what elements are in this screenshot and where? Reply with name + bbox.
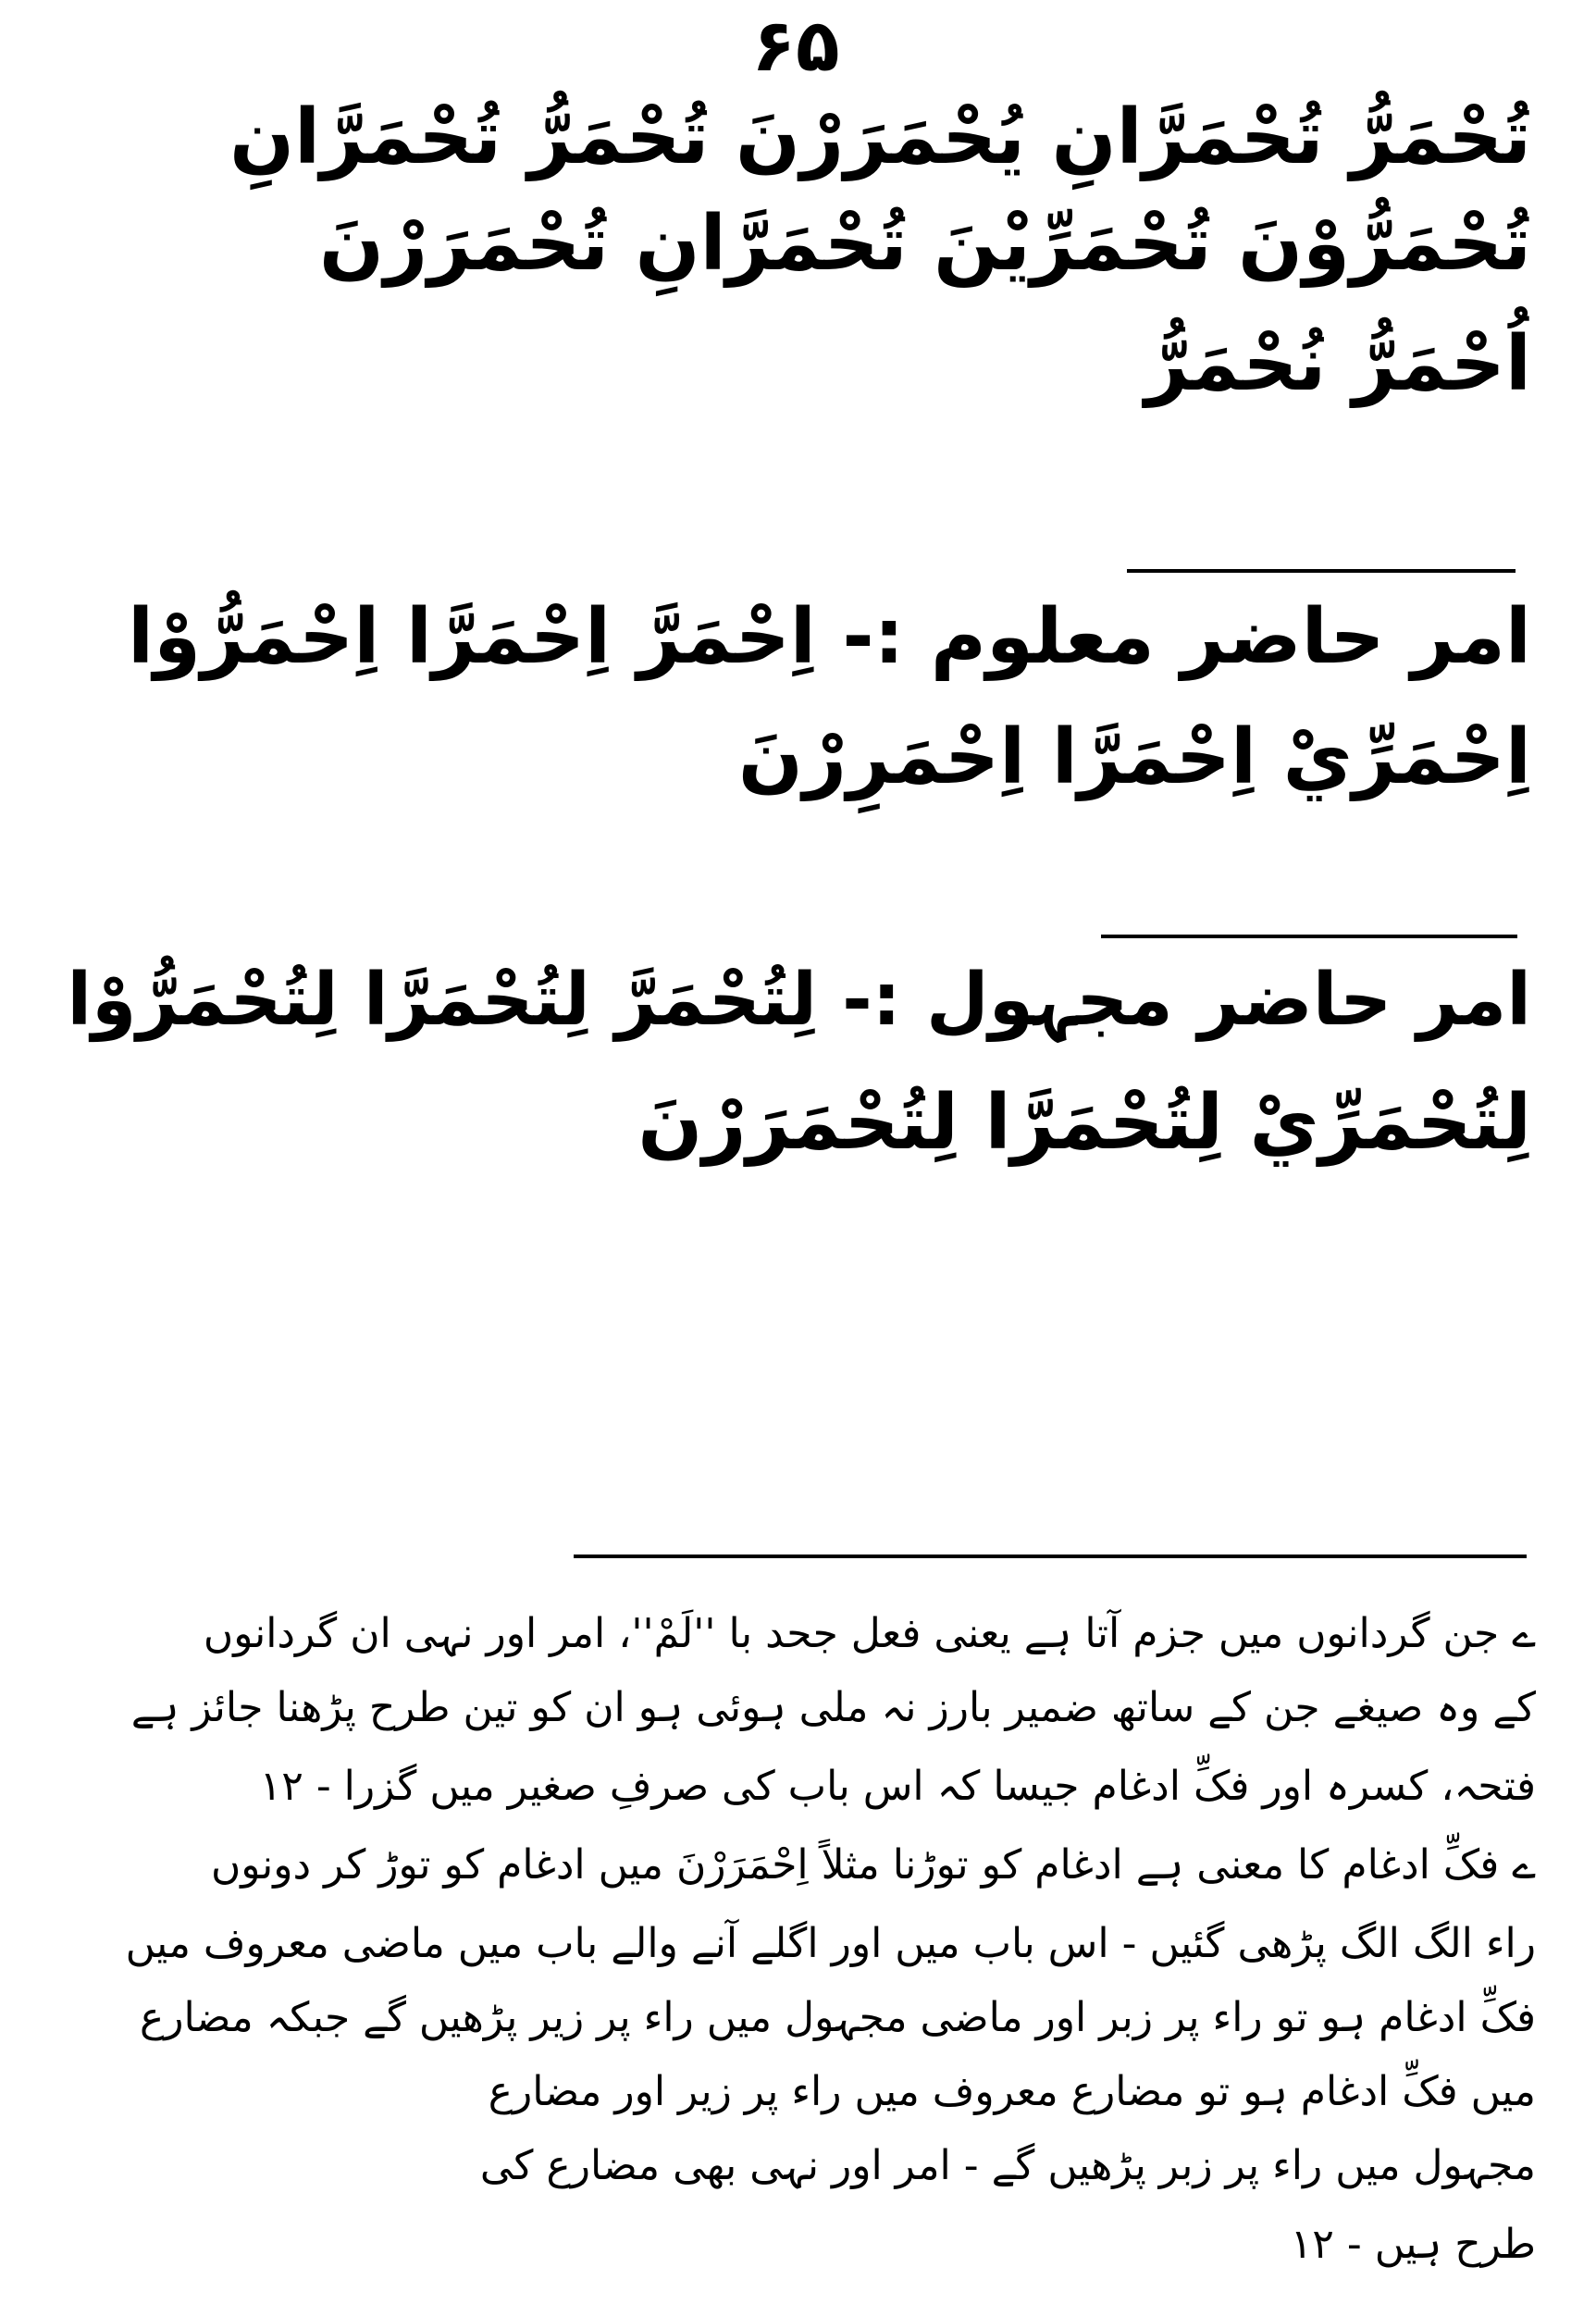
- page-number: ۶۵: [751, 5, 840, 88]
- amr-maloom-label: امر حاضر معلوم :-: [842, 593, 1531, 681]
- footnote-line-4: ے فکِّ ادغام کا معنی ہے ادغام کو توڑنا مثلاً اِحْمَرَرْنَ میں ادغام کو توڑ کر دونوں: [210, 1841, 1536, 1889]
- footnote-line-6: فکِّ ادغام ہو تو راء پر زبر اور ماضی مجہول میں راء پر زیر پڑھیں گے جبکہ مضارع: [140, 1994, 1536, 2041]
- amr-majhool-line-2: لِتُحْمَرِّيْ لِتُحْمَرَّا لِتُحْمَرَرْنَ: [637, 1079, 1531, 1167]
- conjugation-line-3: اُحْمَرُّ نُحْمَرُّ: [1144, 320, 1531, 408]
- amr-maloom-line-2: اِحْمَرِّيْ اِحْمَرَّا اِحْمَرِرْنَ: [737, 713, 1531, 801]
- conjugation-line-2: تُحْمَرُّوْنَ تُحْمَرِّيْنَ تُحْمَرَّانِ تُحْمَرَرْنَ: [319, 200, 1531, 288]
- conjugation-line-1: تُحْمَرُّ تُحْمَرَّانِ يُحْمَرَرْنَ تُحْمَرُّ تُحْمَرَّانِ: [229, 93, 1531, 181]
- footnote-divider: [574, 1555, 1527, 1558]
- amr-majhool-line-1: [67, 958, 1531, 1045]
- section-divider-amr-majhool: [1101, 935, 1517, 938]
- amr-majhool-label: امر حاضر مجہول :-: [842, 959, 1531, 1042]
- amr-maloom-words: اِحْمَرَّ اِحْمَرَّا اِحْمَرُّوْا: [128, 593, 816, 681]
- footnote-line-8: مجہول میں راء پر زبر پڑھیں گے - امر اور نہی بھی مضارع کی: [479, 2142, 1536, 2189]
- footnote-line-7: میں فکِّ ادغام ہو تو مضارع معروف میں راء پر زیر اور مضارع: [488, 2068, 1536, 2115]
- footnote-line-3: فتحہ، کسرہ اور فکِّ ادغام جیسا کہ اس باب کی صرفِ صغیر میں گزرا - ۱۲: [259, 1763, 1536, 1810]
- footnote-line-2: کے وہ صیغے جن کے ساتھ ضمیر بارز نہ ملی ہوئی ہو ان کو تین طرح پڑھنا جائز ہے: [130, 1684, 1536, 1731]
- amr-maloom-line-1: [128, 592, 1531, 683]
- section-divider-amr-maloom: [1127, 569, 1516, 573]
- footnote-line-5: راء الگ الگ پڑھی گئیں - اس باب میں اور اگلے آنے والے باب میں ماضی معروف میں: [125, 1920, 1536, 1967]
- footnote-line-1: ے جن گردانوں میں جزم آتا ہے یعنی فعل جحد با ''لَمْ''، امر اور نہی ان گردانوں: [203, 1610, 1536, 1657]
- footnote-line-9: طرح ہیں - ۱۲: [1290, 2221, 1536, 2268]
- amr-majhool-words: لِتُحْمَرَّ لِتُحْمَرَّا لِتُحْمَرُّوْا: [67, 959, 818, 1042]
